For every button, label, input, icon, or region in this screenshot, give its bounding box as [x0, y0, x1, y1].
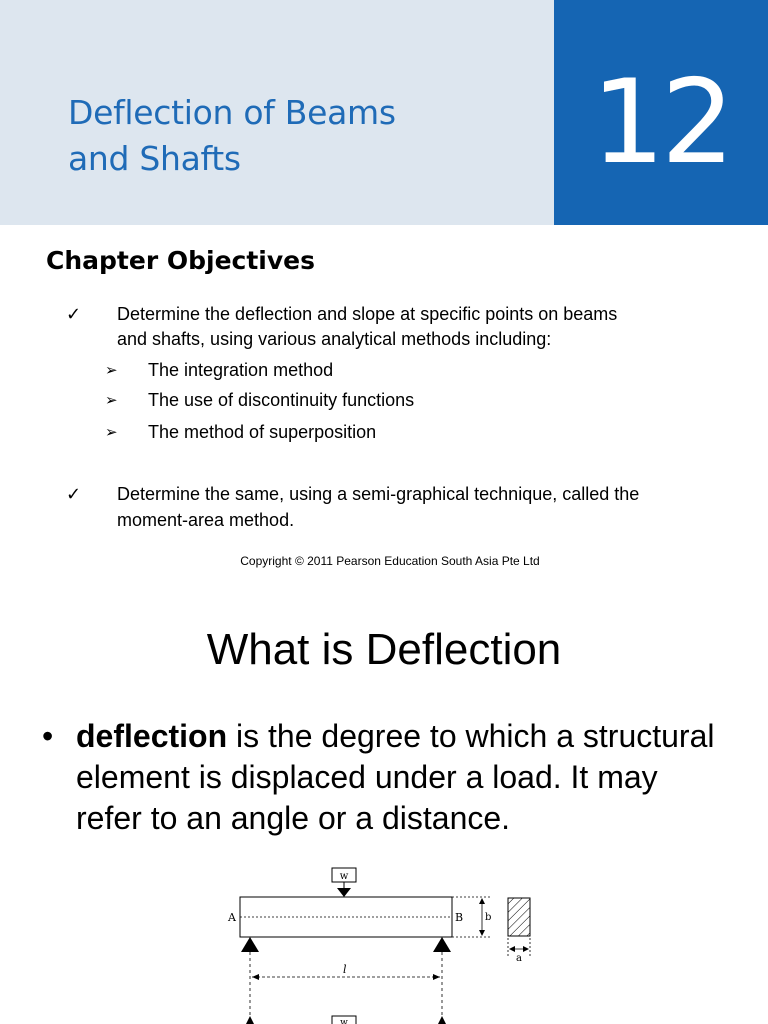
width-label: a: [516, 953, 522, 964]
arrow-bullet-icon: ➢: [105, 424, 118, 441]
definition-term: deflection: [76, 718, 228, 754]
end-label-b: B: [455, 911, 464, 924]
chapter-title-line1: Deflection of Beams: [68, 93, 396, 132]
chapter-number: 12: [591, 55, 731, 190]
definition-text: is the degree to which a structural element is displaced under a load. It may refer to an angle or a distance.: [76, 718, 715, 836]
right-support-icon: [433, 937, 451, 952]
sub-objective-superposition: The method of superposition: [148, 422, 377, 442]
width-arrow-left: [509, 946, 515, 952]
objective-1-line1: Determine the deflection and slope at specific points on beams: [117, 304, 618, 324]
width-arrow-right: [523, 946, 529, 952]
chapter-title-line2: and Shafts: [68, 139, 241, 178]
header-title-band: [0, 0, 554, 225]
copyright-notice: Copyright © 2011 Pearson Education South Asia Pte Ltd: [240, 554, 540, 568]
objective-1-line2: and shafts, using various analytical methods including:: [117, 329, 552, 349]
deflection-definition: [76, 716, 716, 839]
length-arrow-left: [252, 974, 259, 980]
length-label: l: [343, 963, 347, 976]
chapter-header: [0, 0, 768, 225]
length-arrow-right: [433, 974, 440, 980]
left-support-icon: [241, 937, 259, 952]
slide-title: What is Deflection: [206, 625, 562, 674]
right-support-icon-2: [438, 1016, 446, 1024]
end-label-a: A: [228, 911, 236, 924]
objectives-heading: Chapter Objectives: [46, 246, 315, 275]
checkmark-icon: ✓: [66, 484, 82, 504]
height-arrow-bottom: [479, 930, 485, 936]
chapter-title: [68, 90, 538, 182]
bullet-dot: •: [42, 718, 54, 754]
cross-section-icon: [508, 898, 530, 936]
left-support-icon-2: [246, 1016, 254, 1024]
objective-2-line2: moment-area method.: [117, 510, 295, 530]
height-arrow-top: [479, 898, 485, 904]
sub-objective-integration: The integration method: [148, 360, 334, 380]
arrow-bullet-icon: ➢: [105, 362, 118, 379]
arrow-bullet-icon: ➢: [105, 392, 118, 409]
beam-diagram: [0, 860, 768, 1024]
sub-objective-discontinuity: The use of discontinuity functions: [148, 390, 415, 410]
checkmark-icon: ✓: [66, 304, 82, 324]
load-label-2: w: [340, 1018, 348, 1024]
height-label: b: [485, 912, 492, 923]
load-arrow-head: [337, 888, 351, 897]
objective-2-line1: Determine the same, using a semi-graphical technique, called the: [117, 484, 640, 504]
load-label: w: [339, 871, 349, 882]
